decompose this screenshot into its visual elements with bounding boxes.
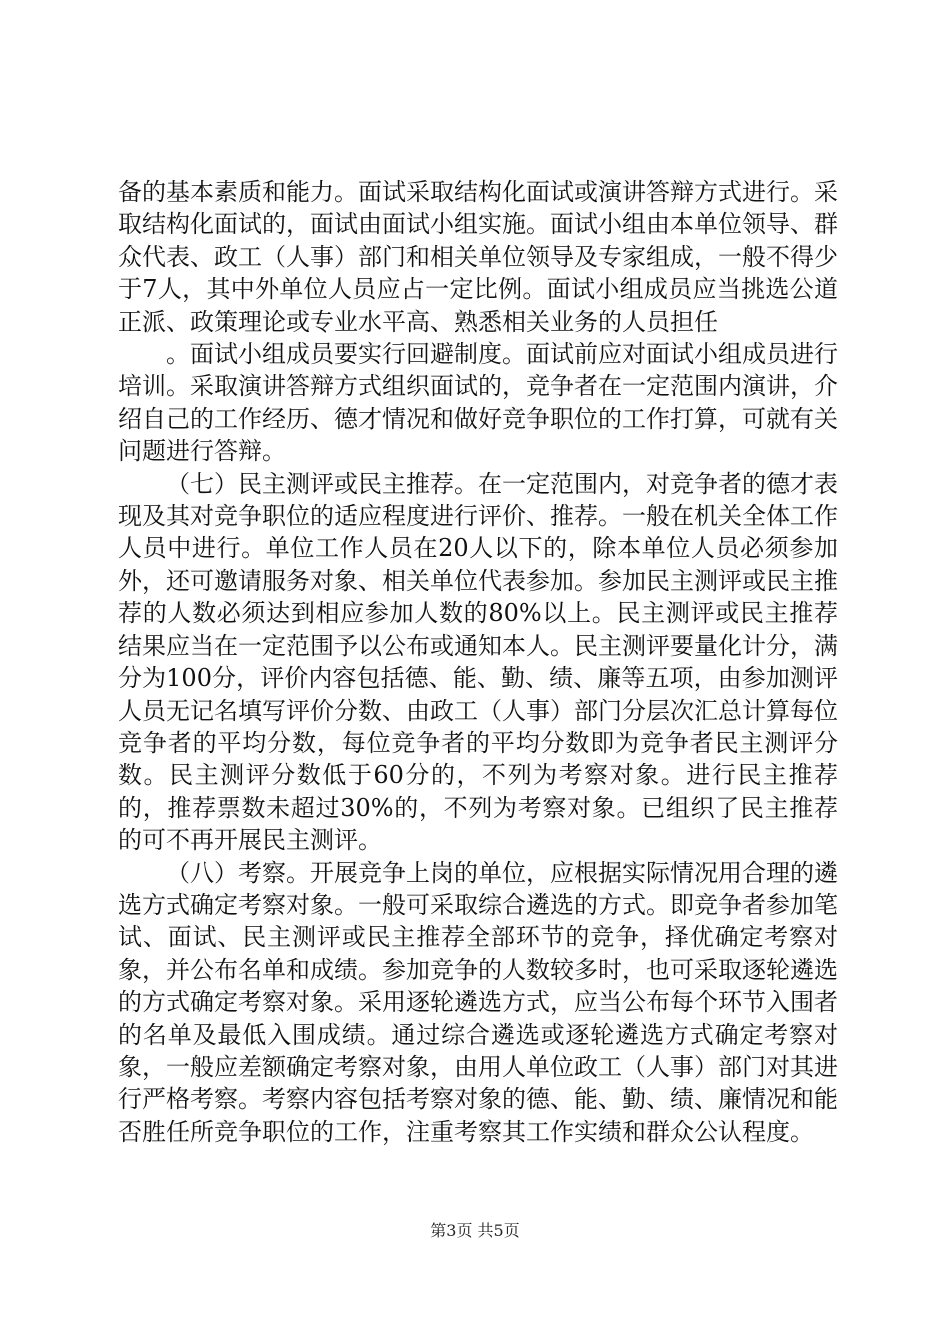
paragraph-interview-recusal: 。面试小组成员要实行回避制度。面试前应对面试小组成员进行培训。采取演讲答辩方式组织面试的，竞争者在一定范围内演讲，介绍自己的工作经历、德才情况和做好竞争职位的工作打算，可就有关问题进行答辩。 <box>118 340 838 466</box>
document-body <box>118 176 838 1148</box>
page-number-label: 第3页 共5页 <box>430 1221 520 1240</box>
page-footer <box>0 1218 950 1241</box>
paragraph-continued-interview: 备的基本素质和能力。面试采取结构化面试或演讲答辩方式进行。采取结构化面试的，面试由面试小组实施。面试小组由本单位领导、群众代表、政工（人事）部门和相关单位领导及专家组成，一般不得少于7人，其中外单位人员应占一定比例。面试小组成员应当挑选公道正派、政策理论或专业水平高、熟悉相关业务的人员担任 <box>118 178 838 336</box>
paragraph-section-7-democratic-evaluation: （七）民主测评或民主推荐。在一定范围内，对竞争者的德才表现及其对竞争职位的适应程度进行评价、推荐。一般在机关全体工作人员中进行。单位工作人员在20人以下的，除本单位人员必须参加外，还可邀请服务对象、相关单位代表参加。参加民主测评或民主推荐的人数必须达到相应参加人数的80%以上。民主测评或民主推荐结果应当在一定范围予以公布或通知本人。民主测评要量化计分，满分为100分，评价内容包括德、能、勤、绩、廉等五项，由参加测评人员无记名填写评价分数、由政工（人事）部门分层次汇总计算每位竞争者的平均分数，每位竞争者的平均分数即为竞争者民主测评分数。民主测评分数低于60分的，不列为考察对象。进行民主推荐的，推荐票数未超过30%的，不列为考察对象。已组织了民主推荐的可不再开展民主测评。 <box>118 469 838 855</box>
paragraph-section-8-inspection: （八）考察。开展竞争上岗的单位，应根据实际情况用合理的遴选方式确定考察对象。一般可采取综合遴选的方式。即竞争者参加笔试、面试、民主测评或民主推荐全部环节的竞争，择优确定考察对象，并公布名单和成绩。参加竞争的人数较多时，也可采取逐轮遴选的方式确定考察对象。采用逐轮遴选方式，应当公布每个环节入围者的名单及最低入围成绩。通过综合遴选或逐轮遴选方式确定考察对象，一般应差额确定考察对象，由用人单位政工（人事）部门对其进行严格考察。考察内容包括考察对象的德、能、勤、绩、廉情况和能否胜任所竞争职位的工作，注重考察其工作实绩和群众公认程度。 <box>118 858 838 1146</box>
